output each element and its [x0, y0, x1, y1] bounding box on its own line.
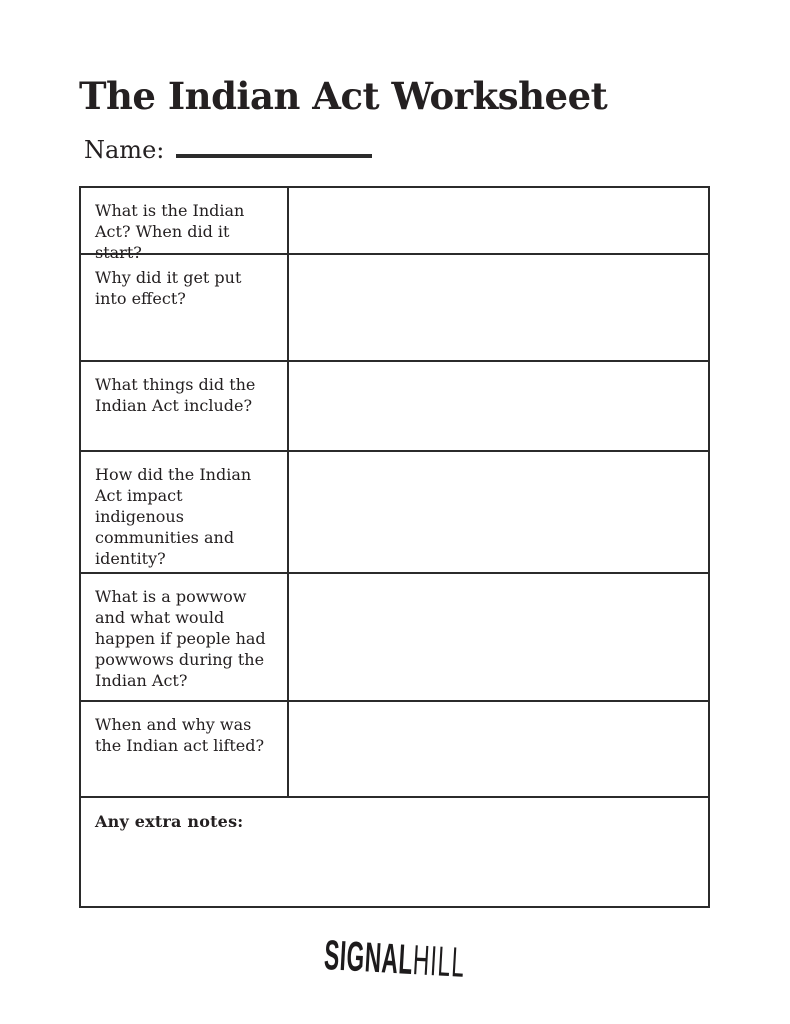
table-row — [81, 452, 708, 574]
page-title: The Indian Act Worksheet — [79, 74, 608, 118]
question-cell: When and why was the Indian act lifted? — [81, 702, 289, 796]
question-cell: What is a powwow and what would happen if people had powwows during the Indian Act? — [81, 574, 289, 700]
answer-cell[interactable] — [289, 188, 708, 253]
table-row — [81, 188, 708, 263]
answer-cell[interactable] — [289, 255, 708, 360]
name-label: Name: — [84, 136, 165, 164]
question-cell: Why did it get put into effect? — [81, 255, 289, 360]
answer-cell[interactable] — [289, 574, 708, 700]
name-row — [84, 136, 372, 165]
extra-notes-label: Any extra notes: — [95, 812, 244, 831]
answer-cell[interactable] — [289, 702, 708, 796]
answer-cell[interactable] — [289, 452, 708, 572]
table-row — [81, 255, 708, 362]
answer-cell[interactable] — [289, 362, 708, 450]
signalhill-logo — [0, 931, 790, 986]
question-cell: How did the Indian Act impact indigenous communities and identity? — [81, 452, 289, 572]
table-row — [81, 702, 708, 798]
logo-light-part: HILL — [412, 936, 467, 986]
logo-rotate — [263, 931, 526, 988]
question-cell: What things did the Indian Act include? — [81, 362, 289, 450]
table-row — [81, 362, 708, 452]
table-row — [81, 574, 708, 702]
logo-text — [323, 931, 467, 986]
logo-bold-part: SIGNAL — [323, 931, 415, 983]
worksheet-table — [79, 186, 710, 908]
question-cell: What is the Indian Act? When did it start? — [81, 188, 289, 253]
extra-notes-row[interactable] — [81, 798, 708, 906]
name-blank-line[interactable] — [176, 138, 372, 158]
